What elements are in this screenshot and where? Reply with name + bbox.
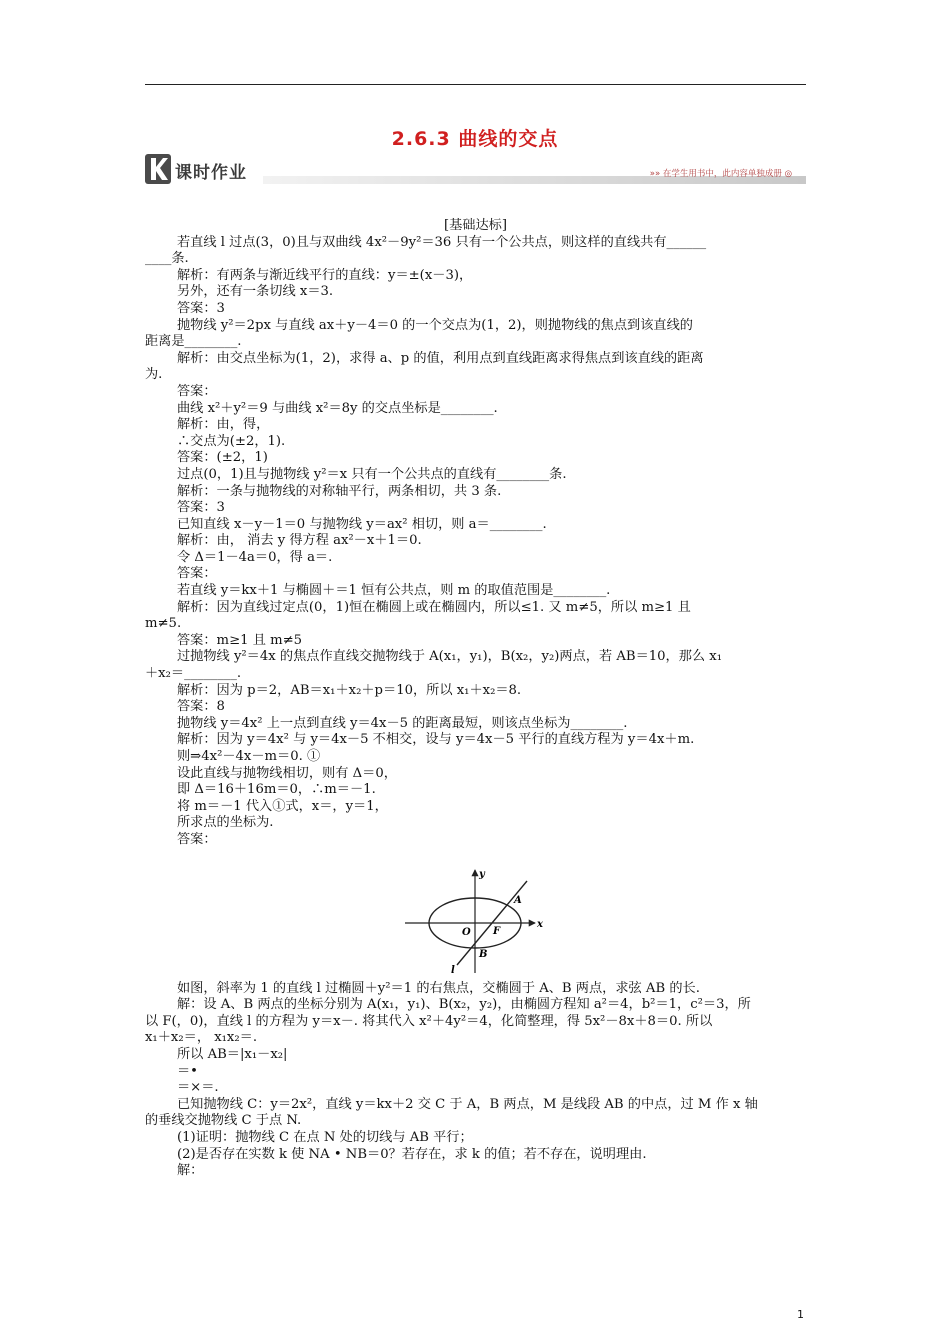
focus-label: F [492,925,500,937]
page-number: 1 [797,1308,804,1321]
text-line: 将 m＝－1 代入①式，x＝，y＝1， [177,798,388,814]
k-logo-icon [145,154,171,184]
text-line: 解析：由交点坐标为(1，2)，求得 a、p 的值，利用点到直线距离求得焦点到该直线的距离 [177,350,704,366]
text-line: 已知直线 x－y－1＝0 与抛物线 y＝ax² 相切，则 a＝________. [177,516,547,532]
ellipse-figure [403,865,549,977]
x-axis-label: x [536,918,543,930]
point-b-label: B [478,948,487,960]
top-rule [145,84,806,85]
text-line: 若直线 l 过点(3，0)且与双曲线 4x²－9y²＝36 只有一个公共点，则这样的直线共有______ [177,234,707,250]
text-line: 解析：因为直线过定点(0，1)恒在椭圆上或在椭圆内，所以≤1. 又 m≠5，所以 m≥1 且 [177,599,691,615]
text-line: 即 Δ＝16＋16m＝0，∴m＝－1. [177,782,376,798]
text-line: (2)是否存在实数 k 使 NA • NB＝0？若存在，求 k 的值；若不存在，说明理由. [177,1146,647,1162]
text-line: ∴交点为(±2，1). [177,433,286,449]
text-line: m≠5. [145,616,182,632]
text-line: 距离是________. [145,334,242,350]
text-line: 如图，斜率为 1 的直线 l 过椭圆＋y²＝1 的右焦点，交椭圆于 A、B 两点，求弦 AB 的长. [177,980,700,996]
text-line: 为. [145,367,163,383]
section-label: [基础达标] [443,218,508,233]
text-line: 答案： [177,383,217,399]
text-line: 答案：3 [177,500,225,516]
text-line: 另外，还有一条切线 x＝3. [177,284,334,300]
banner-note: »» 在学生用书中，此内容单独成册 ◎ [649,169,792,179]
text-line: 设此直线与抛物线相切，则有 Δ＝0， [177,765,397,781]
text-line: 所以 AB＝|x₁－x₂| [177,1046,288,1062]
text-line: 解析：由， 消去 y 得方程 ax²－x＋1＝0. [177,533,422,549]
text-line: 的垂线交抛物线 C 于点 N. [145,1113,302,1129]
text-line: 解析：有两条与渐近线平行的直线：y＝±(x－3)， [177,267,473,283]
y-axis-label: y [478,868,485,880]
text-line: ＝• [177,1063,198,1079]
text-line: 答案：3 [177,300,225,316]
banner-label: 课时作业 [175,163,247,183]
text-line: 所求点的坐标为. [177,815,274,831]
text-line: 已知抛物线 C：y＝2x²，直线 y＝kx＋2 交 C 于 A，B 两点，M 是线段 AB 的中点，过 M 作 x 轴 [177,1096,758,1112]
text-line: 解： [177,1163,204,1179]
page-title: 2.6.3 曲线的交点 [391,128,559,150]
text-line: 解析：由，得， [177,417,270,433]
banner [145,152,806,186]
text-line: 答案： [177,566,217,582]
text-line: 抛物线 y＝4x² 上一点到直线 y＝4x－5 的距离最短，则该点坐标为________. [177,715,628,731]
text-line: 答案：(±2，1) [177,450,268,466]
text-line: 解析：因为 y＝4x² 与 y＝4x－5 不相交，设与 y＝4x－5 平行的直线方程为 y＝4x＋m. [177,732,695,748]
line-l-label: l [450,964,455,976]
text-line: 以 F(，0)，直线 l 的方程为 y＝x－. 将其代入 x²＋4y²＝4，化简整理，得 5x²－8x＋8＝0. 所以 [145,1013,713,1029]
text-line: ＝×＝. [177,1080,219,1096]
text-line: 过点(0，1)且与抛物线 y²＝x 只有一个公共点的直线有________条. [177,466,567,482]
text-line: 答案： [177,831,217,847]
text-line: (1)证明：抛物线 C 在点 N 处的切线与 AB 平行； [177,1129,473,1145]
text-line: 抛物线 y²＝2px 与直线 ax＋y－4＝0 的一个交点为(1，2)，则抛物线的焦点到该直线的 [177,317,693,333]
text-line: 过抛物线 y²＝4x 的焦点作直线交抛物线于 A(x₁，y₁)，B(x₂，y₂)两点，若 AB＝10，那么 x₁ [177,649,723,665]
text-line: 则⇒4x²－4x－m＝0. ① [177,749,321,764]
text-line: 若直线 y＝kx＋1 与椭圆＋＝1 恒有公共点，则 m 的取值范围是________. [177,583,611,599]
origin-label: O [461,926,471,938]
text-line: 曲线 x²＋y²＝9 与曲线 x²＝8y 的交点坐标是________. [177,400,498,416]
text-line: ____条. [145,251,189,267]
text-line: x₁＋x₂＝， x₁x₂＝. [145,1030,258,1046]
text-line: 答案：8 [177,699,225,715]
text-line: ＋x₂＝________. [145,666,242,682]
content [145,218,806,1180]
text-line: 解析：因为 p＝2，AB＝x₁＋x₂＋p＝10，所以 x₁＋x₂＝8. [177,682,522,698]
text-line: 解析：一条与抛物线的对称轴平行，两条相切，共 3 条. [177,483,502,499]
text-line: 解：设 A、B 两点的坐标分别为 A(x₁，y₁)、B(x₂，y₂)，由椭圆方程知 a²＝4，b²＝1，c²＝3，所 [177,997,751,1013]
point-a-label: A [513,894,522,906]
text-line: 答案：m≥1 且 m≠5 [177,632,303,648]
text-line: 令 Δ＝1－4a＝0，得 a＝. [177,549,333,565]
